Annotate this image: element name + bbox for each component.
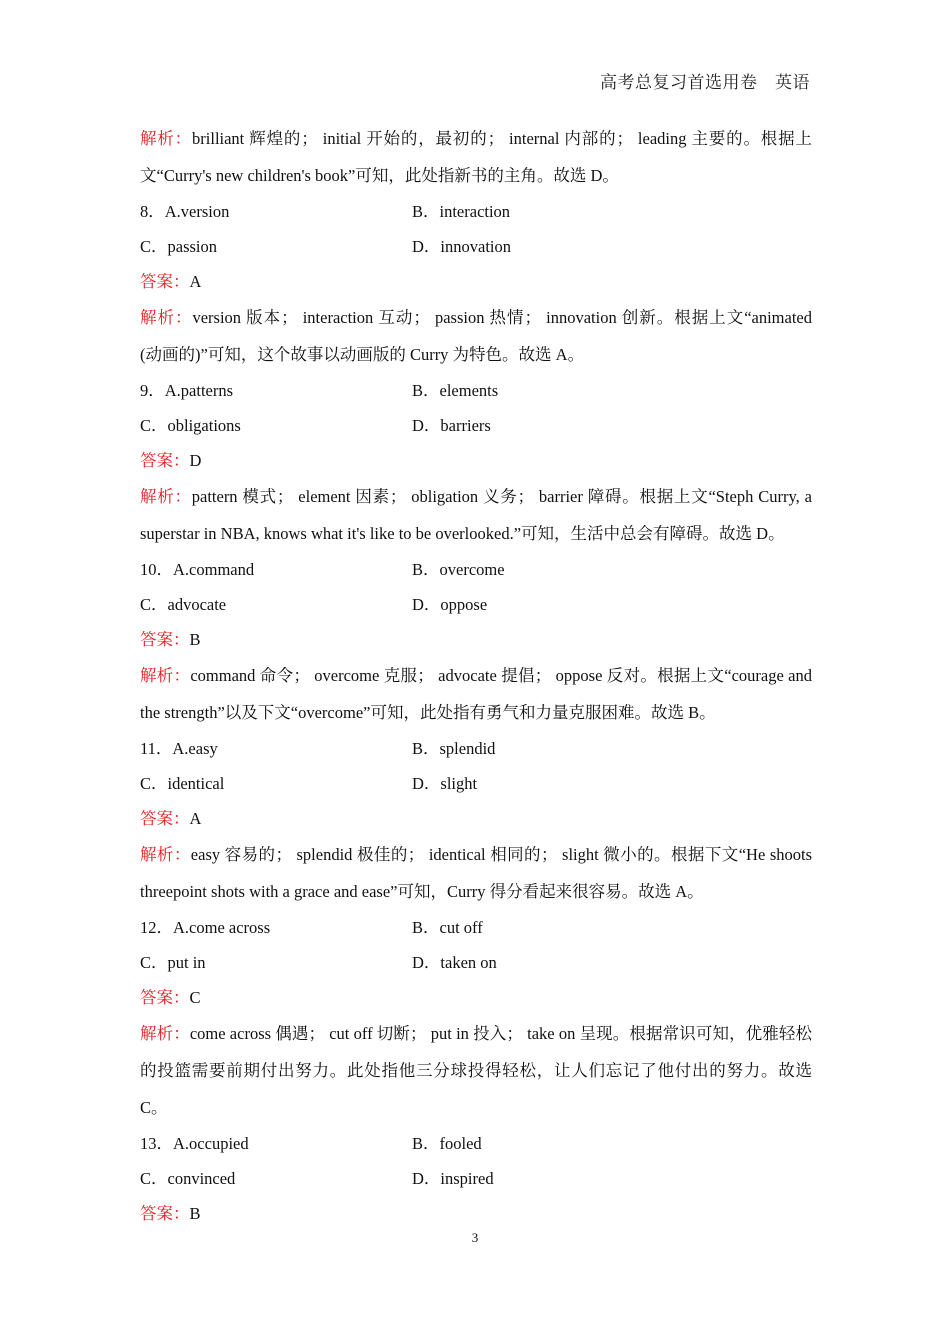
option-row [140, 945, 812, 980]
analysis-text: come across 偶遇； cut off 切断； put in 投入； take on 呈现。根据常识可知，优雅轻松的投篮需要前期付出努力。此处指他三分球投得轻松，让人们忘记了他付出的努力。故选 C。 [140, 1024, 813, 1117]
analysis-text: easy 容易的； splendid 极佳的； identical 相同的； slight 微小的。根据下文“He shoots threepoint shots with a grace and ease”可知，Curry 得分看起来很容易。故选 A。 [140, 845, 813, 901]
analysis-text: brilliant 辉煌的； initial 开始的，最初的； internal 内部的； leading 主要的。根据上文“Curry's new children's book”可知，此处指新书的主角。故选 D。 [140, 129, 812, 185]
answer-label: 答案： [140, 1204, 190, 1223]
option-right: D．oppose [412, 595, 488, 614]
analysis-label: 解析： [140, 487, 192, 506]
option-row [140, 731, 812, 766]
analysis-paragraph [140, 299, 812, 373]
analysis-paragraph [140, 478, 812, 552]
analysis-paragraph [140, 1015, 812, 1126]
option-right: D．inspired [412, 1169, 494, 1188]
analysis-paragraph [140, 836, 812, 910]
option-left: C．obligations [140, 416, 241, 435]
answer-line [140, 443, 812, 478]
option-right: B．interaction [412, 202, 511, 221]
option-left: C．passion [140, 237, 218, 256]
analysis-label: 解析： [140, 1024, 190, 1043]
option-left: 10．A.command [140, 560, 255, 579]
option-right: D．taken on [412, 953, 497, 972]
option-left: C．identical [140, 774, 225, 793]
option-left: 13．A.occupied [140, 1134, 249, 1153]
answer-value: B [189, 630, 201, 649]
answer-value: A [189, 272, 202, 291]
answer-line [140, 801, 812, 836]
option-left: 12．A.come across [140, 918, 271, 937]
answer-value: A [189, 809, 202, 828]
option-row [140, 552, 812, 587]
answer-line [140, 622, 812, 657]
analysis-label: 解析： [140, 845, 191, 864]
analysis-label: 解析： [140, 129, 193, 148]
answer-value: C [189, 988, 201, 1007]
option-right: B．fooled [412, 1134, 482, 1153]
option-right: D．innovation [412, 237, 511, 256]
answer-label: 答案： [140, 988, 190, 1007]
analysis-paragraph [140, 120, 812, 194]
option-right: B．cut off [412, 918, 483, 937]
analysis-text: version 版本； interaction 互动； passion 热情； innovation 创新。根据上文“animated (动画的)”可知，这个故事以动画版的 Curry 为特色。故选 A。 [140, 308, 813, 364]
option-right: B．overcome [412, 560, 505, 579]
option-left: C．put in [140, 953, 206, 972]
answer-value: B [189, 1204, 201, 1223]
option-row [140, 587, 812, 622]
page-header: 高考总复习首选用卷 英语 [600, 73, 810, 92]
analysis-paragraph [140, 657, 812, 731]
option-row [140, 373, 812, 408]
answer-value: D [189, 451, 202, 470]
exercise-content [140, 120, 812, 1231]
answer-label: 答案： [140, 630, 190, 649]
option-right: B．elements [412, 381, 499, 400]
option-row [140, 910, 812, 945]
answer-line [140, 264, 812, 299]
option-left: 9．A.patterns [140, 381, 234, 400]
answer-label: 答案： [140, 809, 190, 828]
option-left: 8．A.version [140, 202, 230, 221]
analysis-label: 解析： [140, 308, 193, 327]
option-row [140, 229, 812, 264]
answer-line [140, 980, 812, 1015]
option-row [140, 408, 812, 443]
option-left: C．convinced [140, 1169, 236, 1188]
option-right: D．slight [412, 774, 478, 793]
analysis-text: pattern 模式； element 因素； obligation 义务； barrier 障碍。根据上文“Steph Curry, a superstar in NBA, knows what it's like to be overlooked.”可知，生活中总会有障碍。故选 D。 [140, 487, 812, 543]
answer-label: 答案： [140, 451, 190, 470]
option-row [140, 1126, 812, 1161]
answer-label: 答案： [140, 272, 190, 291]
option-left: C．advocate [140, 595, 227, 614]
analysis-label: 解析： [140, 666, 191, 685]
option-left: 11．A.easy [140, 739, 218, 758]
option-row [140, 766, 812, 801]
option-right: B．splendid [412, 739, 496, 758]
option-row [140, 194, 812, 229]
answer-line [140, 1196, 812, 1231]
analysis-text: command 命令； overcome 克服； advocate 提倡； oppose 反对。根据上文“courage and the strength”以及下文“overcome”可知，此处指有勇气和力量克服困难。故选 B。 [140, 666, 813, 722]
page-number: 3 [471, 1230, 479, 1245]
option-right: D．barriers [412, 416, 491, 435]
option-row [140, 1161, 812, 1196]
